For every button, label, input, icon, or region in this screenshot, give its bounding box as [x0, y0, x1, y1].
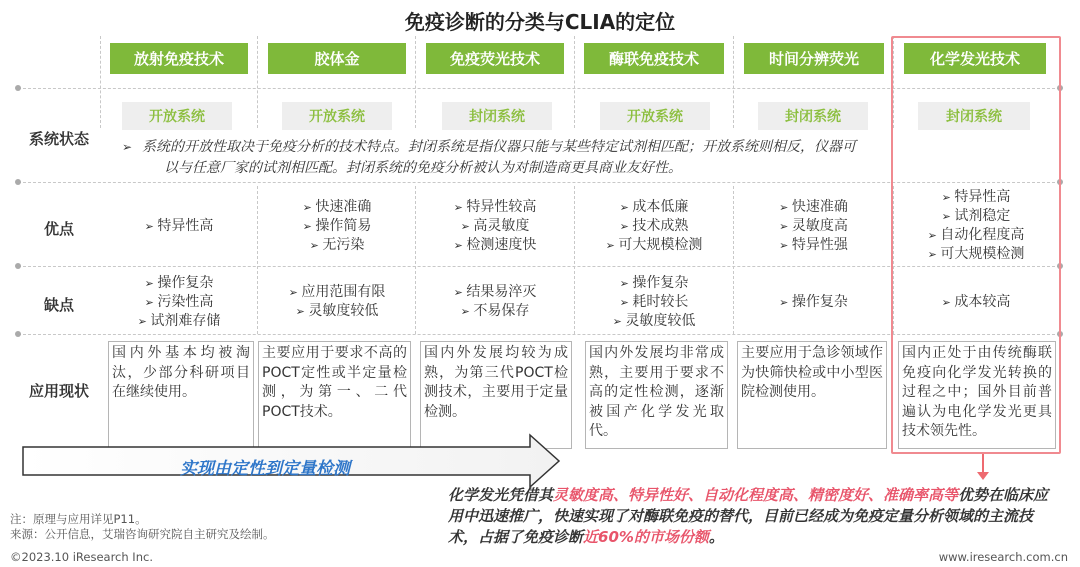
application-radioimmunoassay: 国内外基本均被淘汰，少部分科研项目在继续使用。 [108, 341, 254, 449]
disadvantages-immunofluorescence [418, 270, 572, 334]
list-item: ➢ 无污染 [310, 236, 365, 255]
list-item: ➢ 操作复杂 [779, 293, 848, 312]
system-status-radioimmunoassay: 开放系统 [122, 102, 232, 130]
list-item: ➢ 特异性高 [145, 217, 214, 236]
list-item: ➢ 检测速度快 [454, 236, 537, 255]
chemiluminescence-highlight-frame [891, 36, 1061, 454]
list-item: ➢ 应用范围有限 [289, 283, 386, 302]
conclusion-text [448, 485, 1063, 548]
row-label-application: 应用现状 [28, 381, 89, 400]
column-divider [733, 36, 734, 128]
list-item: ➢ 试剂难存储 [138, 312, 221, 331]
list-item: ➢ 自动化程度高 [928, 226, 1025, 245]
row-label-advantages: 优点 [43, 219, 74, 238]
tech-header-chemiluminescence: 化学发光技术 [904, 43, 1046, 74]
list-item: ➢ 快速准确 [779, 198, 848, 217]
row-label-disadvantages: 缺点 [43, 295, 74, 314]
arrow-label: 实现由定性到定量检测 [180, 459, 350, 479]
divider-dot [15, 331, 21, 337]
list-item: ➢ 灵敏度较低 [613, 312, 696, 331]
tech-header-time-resolved-fluorescence: 时间分辨荧光 [744, 43, 884, 74]
conclusion-part: 化学发光凭借其 [448, 486, 554, 504]
disadvantages-elisa [577, 270, 731, 334]
application-colloidal-gold: 主要应用于要求不高的POCT定性或半定量检测，为第一、二代POCT技术。 [258, 341, 411, 449]
conclusion-part: 优势在临床应用中迅速推广 [448, 486, 1049, 525]
column-divider [415, 36, 416, 128]
column-divider [257, 186, 258, 334]
system-status-immunofluorescence: 封闭系统 [442, 102, 552, 130]
application-chemiluminescence: 国内正处于由传统酶联免疫向化学发光转换的过程之中；国外目前普遍认为电化学发光更具技术领先性。 [898, 341, 1056, 449]
down-arrow-icon [977, 472, 989, 480]
bullet-arrow-icon: ➢ [122, 140, 133, 154]
list-item: ➢ 试剂稳定 [942, 207, 1011, 226]
list-item: ➢ 成本低廉 [620, 198, 689, 217]
list-item: ➢ 操作复杂 [620, 274, 689, 293]
list-item: ➢ 不易保存 [461, 302, 530, 321]
conclusion-highlight: 近60%的市场份额 [583, 528, 709, 546]
tech-header-colloidal-gold: 胶体金 [268, 43, 406, 74]
system-status-time-resolved-fluorescence: 封闭系统 [758, 102, 868, 130]
footnote-line: 注：原理与应用详见P11。 [10, 512, 147, 526]
system-note-line: 以与任意厂家的试剂相匹配。封闭系统的免疫分析被认为对制造商更具商业友好性。 [164, 160, 682, 176]
disadvantages-colloidal-gold [260, 270, 414, 334]
divider-dot [15, 179, 21, 185]
down-arrow-shaft [982, 454, 984, 474]
footnote [10, 512, 275, 542]
tech-header-radioimmunoassay: 放射免疫技术 [110, 43, 248, 74]
list-item: ➢ 特异性高 [942, 188, 1011, 207]
list-item: ➢ 可大规模检测 [928, 245, 1025, 264]
column-divider [257, 36, 258, 128]
advantages-time-resolved-fluorescence [736, 186, 891, 266]
list-item: ➢ 可大规模检测 [606, 236, 703, 255]
system-note-line: 系统的开放性取决于免疫分析的技术特点。封闭系统是指仪器只能与某些特定试剂相匹配；开放系统则相反，仪器可 [142, 139, 856, 155]
footnote-line: 来源：公开信息，艾瑞咨询研究院自主研究及绘制。 [10, 527, 275, 541]
advantages-radioimmunoassay [102, 186, 256, 266]
list-item: ➢ 耗时较长 [620, 293, 689, 312]
column-divider [574, 36, 575, 128]
system-status-elisa: 开放系统 [600, 102, 710, 130]
column-divider [574, 186, 575, 334]
row-label-system: 系统状态 [28, 129, 89, 148]
list-item: ➢ 技术成熟 [620, 217, 689, 236]
column-divider [100, 36, 101, 128]
conclusion-highlight: 灵敏度高、特异性好、自动化程度高、精密度好、准确率高等 [553, 486, 959, 504]
system-status-colloidal-gold: 开放系统 [282, 102, 392, 130]
list-item: ➢ 高灵敏度 [461, 217, 530, 236]
divider-dot [15, 85, 21, 91]
website-link[interactable]: www.iresearch.com.cn [938, 550, 1068, 564]
disadvantages-radioimmunoassay [102, 270, 256, 334]
conclusion-part: ，快速实现了对酶联免疫的替代，目前已经成为免疫定量分析领域的主流技术，占据了免疫诊断 [448, 507, 1034, 546]
list-item: ➢ 操作简易 [303, 217, 372, 236]
divider-dot [15, 263, 21, 269]
conclusion-part: 。 [708, 528, 724, 546]
copyright: ©2023.10 iResearch Inc. [10, 550, 153, 564]
list-item: ➢ 结果易淬灭 [454, 283, 537, 302]
advantages-elisa [577, 186, 731, 266]
list-item: ➢ 灵敏度较低 [296, 302, 379, 321]
application-elisa: 国内外发展均非常成熟，主要用于要求不高的定性检测，逐渐被国产化学发光取代。 [585, 341, 728, 449]
list-item: ➢ 成本较高 [942, 293, 1011, 312]
column-divider [415, 186, 416, 334]
application-immunofluorescence: 国内外发展均较为成熟，为第三代POCT检测技术，主要用于定量检测。 [420, 341, 572, 449]
system-status-chemiluminescence: 封闭系统 [918, 102, 1030, 130]
list-item: ➢ 特异性强 [779, 236, 848, 255]
list-item: ➢ 灵敏度高 [779, 217, 848, 236]
page-title: 免疫诊断的分类与CLIA的定位 [404, 10, 676, 34]
disadvantages-time-resolved-fluorescence [736, 270, 891, 334]
list-item: ➢ 快速准确 [303, 198, 372, 217]
tech-header-elisa: 酶联免疫技术 [584, 43, 724, 74]
advantages-colloidal-gold [260, 186, 414, 266]
advantages-immunofluorescence [418, 186, 572, 266]
list-item: ➢ 特异性较高 [454, 198, 537, 217]
tech-header-immunofluorescence: 免疫荧光技术 [426, 43, 564, 74]
list-item: ➢ 操作复杂 [145, 274, 214, 293]
application-time-resolved-fluorescence: 主要应用于急诊领域作为快筛快检或中小型医院检测使用。 [737, 341, 887, 449]
column-divider [733, 186, 734, 334]
system-note [122, 137, 882, 179]
list-item: ➢ 污染性高 [145, 293, 214, 312]
